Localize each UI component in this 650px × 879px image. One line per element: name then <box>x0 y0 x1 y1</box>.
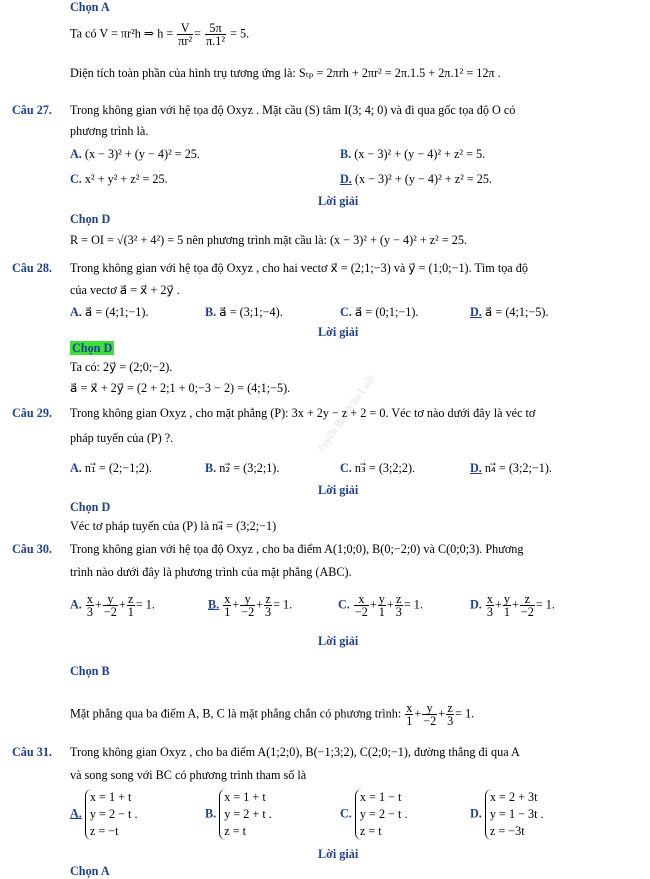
option-b: B. a⃗ = (3;1;−4). <box>205 305 283 319</box>
question-text: của vectơ a⃗ = x⃗ + 2y⃗ . <box>70 283 180 297</box>
question-text: trình nào dưới đây là phương trình của mặt phẳng (ABC). <box>70 565 352 579</box>
answer-chosen: Chọn B <box>70 664 110 678</box>
answer-chosen: Chọn A <box>70 0 110 14</box>
option-a: A. $\frac{x}{3}$ + $\frac{y}{-2}$ + $\frac{z}{1}$ = 1. <box>70 592 155 619</box>
answer-chosen: Chọn D <box>70 500 111 514</box>
question-text: Trong không gian Oxyz , cho ba điểm A(1;2;0), B(−1;3;2), C(2;0;−1), đường thẳng đi qua A <box>70 745 520 759</box>
question-text: Trong không gian với hệ tọa độ Oxyz , cho ba điểm A(1;0;0), B(0;−2;0) và C(0;0;3). Phương <box>70 542 524 556</box>
answer-chosen: Chọn D <box>70 212 111 226</box>
question-text: và song song với BC có phương trình tham số là <box>70 768 307 782</box>
solution-line: Ta có: 2y⃗ = (2;0;−2). <box>70 360 173 374</box>
question-label: Câu 29. <box>12 406 52 420</box>
option-c: C. $\frac{x}{-2}$ + $\frac{y}{1}$ + $\frac{z}{3}$ = 1. <box>338 592 423 619</box>
watermark: Tuyển Bảo Văn Luật <box>314 372 378 456</box>
option-d: D. a⃗ = (4;1;−5). <box>470 305 549 319</box>
option-b: B. n₂⃗ = (3;2;1). <box>205 461 280 475</box>
option-c: C. a⃗ = (0;1;−1). <box>340 305 419 319</box>
question-text: Trong không gian Oxyz , cho mặt phẳng (P): 3x + 2y − z + 2 = 0. Véc tơ nào dưới đây là véc tơ <box>70 406 536 420</box>
option-a: A. (x − 3)² + (y − 4)² = 25. <box>70 147 200 161</box>
solution-line: Mặt phẳng qua ba điểm A, B, C là mặt phẳng chắn có phương trình: $\frac{x}{1}$ + $\frac{y}{-2}$ + $\frac{z}{3}$ = 1. <box>70 701 475 728</box>
option-b: B. (x − 3)² + (y − 4)² + z² = 5. <box>340 147 486 161</box>
option-c: C. x² + y² + z² = 25. <box>70 172 168 186</box>
solution-line: R = OI = √(3² + 4²) = 5 nên phương trình mặt cầu là: (x − 3)² + (y − 4)² + z² = 25. <box>70 233 468 247</box>
question-label: Câu 27. <box>12 103 52 117</box>
solution-line: Véc tơ pháp tuyến của (P) là n₄⃗ = (3;2;−1) <box>70 519 277 533</box>
question-text: Trong không gian với hệ tọa độ Oxyz . Mặt cầu (S) tâm I(3; 4; 0) và đi qua gốc tọa độ O có <box>70 103 516 117</box>
option-a: A. a⃗ = (4;1;−1). <box>70 305 149 319</box>
answer-chosen: Chọn D <box>72 341 113 355</box>
solution-line: Ta có V = πr²h ⇒ h = $\frac{V}{\text{πr²}}$ = $\frac{5\pi}{\text{π.1²}}$ = 5. <box>70 21 250 48</box>
option-d: D. (x − 3)² + (y − 4)² + z² = 25. <box>340 172 492 186</box>
question-text: Trong không gian với hệ tọa độ Oxyz , cho hai vectơ x⃗ = (2;1;−3) và y⃗ = (1;0;−1). Tìm tọa độ <box>70 261 528 275</box>
option-d: D. n₄⃗ = (3;2;−1). <box>470 461 552 475</box>
question-text: pháp tuyến của (P) ?. <box>70 431 174 445</box>
option-d: D. $\frac{x}{3}$ + $\frac{y}{1}$ + $\frac{z}{-2}$ = 1. <box>470 592 555 619</box>
question-label: Câu 30. <box>12 542 52 556</box>
question-label: Câu 31. <box>12 745 52 759</box>
solution-heading: Lời giải <box>318 483 359 497</box>
option-b: B. $\frac{x}{1}$ + $\frac{y}{-2}$ + $\frac{z}{3}$ = 1. <box>208 592 293 619</box>
fraction: $\frac{5\pi}{\text{π.1²}}$ <box>206 21 226 48</box>
solution-line: a⃗ = x⃗ + 2y⃗ = (2 + 2;1 + 0;−3 − 2) = (4;1;−5). <box>70 381 291 395</box>
solution-heading: Lời giải <box>318 325 359 339</box>
solution-heading: Lời giải <box>318 634 359 648</box>
answer-chosen: Chọn A <box>70 864 110 878</box>
solution-line: Diện tích toàn phần của hình trụ tương ứng là: Sₜₚ = 2πrh + 2πr² = 2π.1.5 + 2π.1² = 12π . <box>70 66 501 80</box>
option-a: A. n₁⃗ = (2;−1;2). <box>70 461 152 475</box>
solution-heading: Lời giải <box>318 847 359 861</box>
option-a: A. x = 1 + t y = 2 − t . z = −t <box>70 790 138 838</box>
question-text: phương trình là. <box>70 124 149 138</box>
option-b: B. x = 1 + t y = 2 + t . z = t <box>205 790 272 838</box>
question-label: Câu 28. <box>12 261 52 275</box>
solution-heading: Lời giải <box>318 194 359 208</box>
option-c: C. n₃⃗ = (3;2;2). <box>340 461 416 475</box>
option-c: C. x = 1 − t y = 2 − t . z = t <box>340 790 408 838</box>
fraction: $\frac{V}{\text{πr²}}$ <box>178 21 193 48</box>
option-d: D. x = 2 + 3t y = 1 − 3t . z = −3t <box>470 790 544 838</box>
